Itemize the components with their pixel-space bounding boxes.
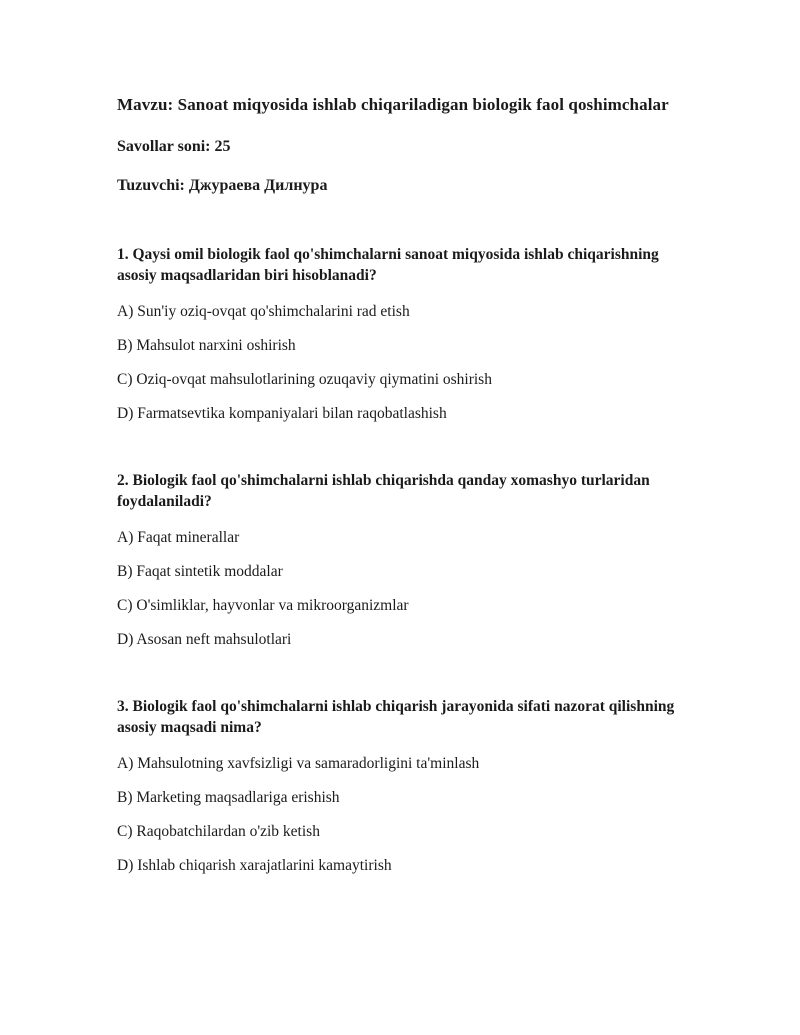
question-1-option-d: D) Farmatsevtika kompaniyalari bilan raqobatlashish	[117, 405, 447, 422]
question-count-line: Savollar soni: 25	[117, 138, 231, 155]
document-title: Mavzu: Sanoat miqyosida ishlab chiqariladigan biologik faol qoshimchalar	[117, 95, 669, 114]
question-2	[117, 470, 692, 648]
question-2-stem: 2. Biologik faol qo'shimchalarni ishlab chiqarishda qanday xomashyo turlaridan foydalaniladi?	[117, 472, 650, 510]
question-2-option-c: C) O'simliklar, hayvonlar va mikroorganizmlar	[117, 597, 409, 614]
question-3-option-b: B) Marketing maqsadlariga erishish	[117, 789, 340, 806]
question-3-option-c: C) Raqobatchilardan o'zib ketish	[117, 823, 320, 840]
question-3-stem: 3. Biologik faol qo'shimchalarni ishlab chiqarish jarayonida sifati nazorat qilishning asosiy maqsadi nima?	[117, 698, 675, 736]
question-1	[117, 244, 692, 422]
question-1-option-c: C) Oziq-ovqat mahsulotlarining ozuqaviy qiymatini oshirish	[117, 371, 492, 388]
question-2-option-d: D) Asosan neft mahsulotlari	[117, 631, 292, 648]
author-line: Tuzuvchi: Джураева Дилнура	[117, 177, 328, 194]
question-3-option-d: D) Ishlab chiqarish xarajatlarini kamaytirish	[117, 857, 392, 874]
question-1-option-a: A) Sun'iy oziq-ovqat qo'shimchalarini rad etish	[117, 303, 410, 320]
question-1-stem: 1. Qaysi omil biologik faol qo'shimchalarni sanoat miqyosida ishlab chiqarishning asosiy maqsadlaridan biri hisoblanadi?	[117, 246, 659, 284]
question-2-option-a: A) Faqat minerallar	[117, 529, 240, 546]
question-3	[117, 696, 692, 874]
document-content	[117, 92, 692, 874]
question-1-option-b: B) Mahsulot narxini oshirish	[117, 337, 296, 354]
question-3-option-a: A) Mahsulotning xavfsizligi va samaradorligini ta'minlash	[117, 755, 480, 772]
question-2-option-b: B) Faqat sintetik moddalar	[117, 563, 283, 580]
